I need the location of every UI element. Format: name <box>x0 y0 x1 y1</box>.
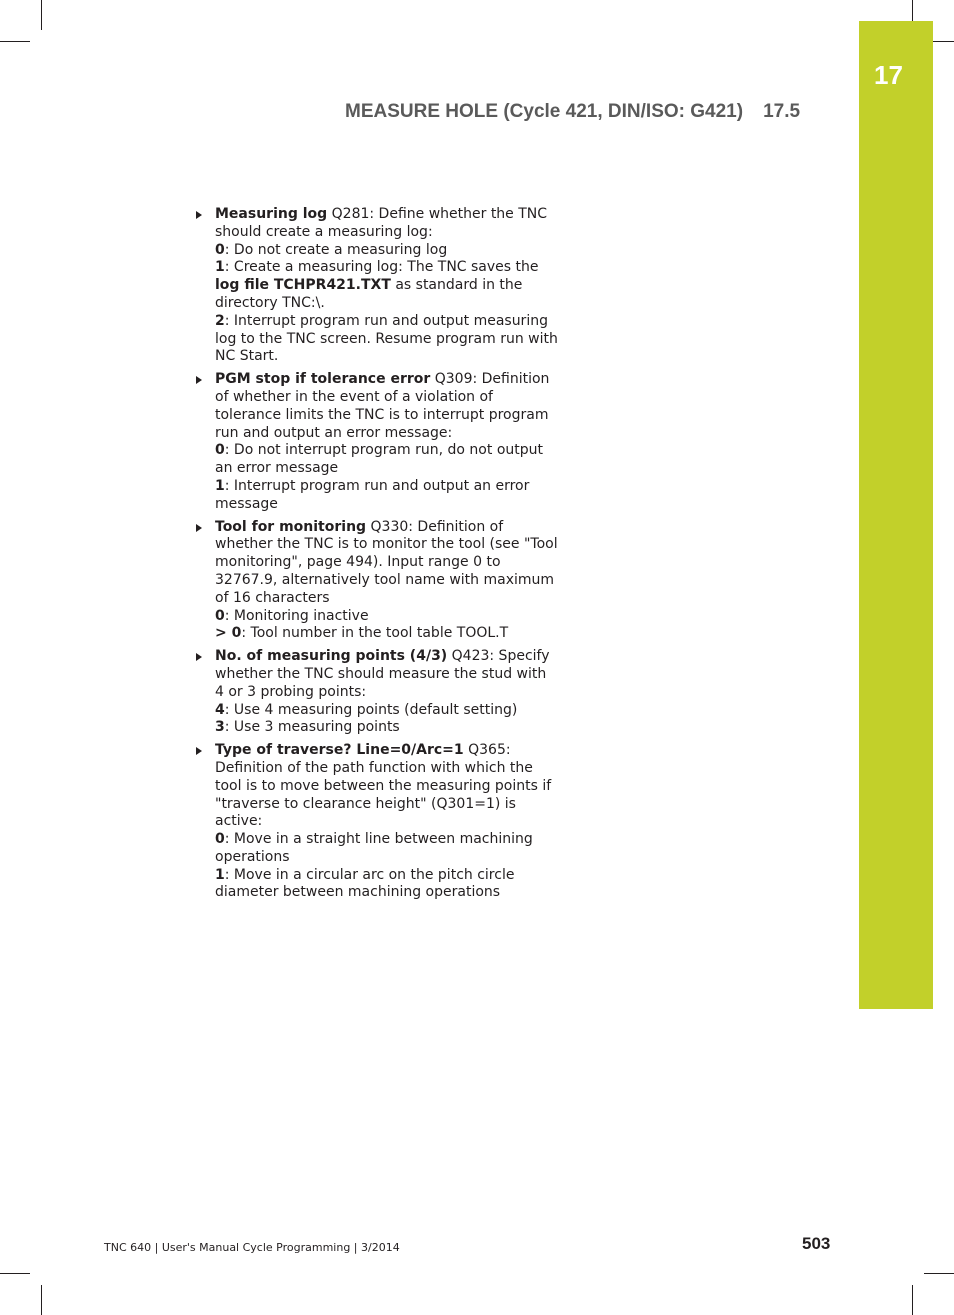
crop-mark <box>41 1285 42 1315</box>
param-desc: Q309: Definition of whether in the event of a violation of tolerance limits the TNC is to interrupt program run and output an error message: <box>215 371 550 441</box>
param-desc: Q330: Definition of whether the TNC is to monitor the tool (see "Tool monitoring", page 494). Input range 0 to 32767.9, alternatively tool name with maximum of 16 characters <box>215 518 558 606</box>
option-line: 0: Monitoring inactive <box>215 607 369 624</box>
param-name: PGM stop if tolerance error <box>215 371 431 388</box>
param-name: Type of traverse? Line=0/Arc=1 <box>215 742 464 759</box>
list-item <box>193 742 558 902</box>
bullet-icon <box>196 211 202 219</box>
option-line: 3: Use 3 measuring points <box>215 719 400 736</box>
bullet-icon <box>196 376 202 384</box>
param-name: No. of measuring points (4/3) <box>215 648 448 665</box>
param-name: Measuring log <box>215 206 328 222</box>
option-line: > 0: Tool number in the tool table TOOL.T <box>215 625 509 642</box>
crop-mark <box>41 0 42 30</box>
bullet-icon <box>196 524 202 532</box>
chapter-number: 17 <box>874 60 903 90</box>
list-item <box>193 648 558 737</box>
crop-mark <box>0 1273 30 1274</box>
param-desc: Q281: Define whether the TNC should create a measuring log: <box>215 206 548 240</box>
bullet-icon <box>196 653 202 661</box>
list-item <box>193 371 558 513</box>
option-line: 1: Move in a circular arc on the pitch circle diameter between machining operations <box>215 866 515 901</box>
option-line: 2: Interrupt program run and output measuring log to the TNC screen. Resume program run with NC Start. <box>215 312 558 365</box>
crop-mark <box>912 1285 913 1315</box>
option-line: 1: Interrupt program run and output an error message <box>215 477 530 512</box>
option-line: 0: Move in a straight line between machining operations <box>215 831 533 865</box>
page-number: 503 <box>802 1234 831 1253</box>
option-line: 1: Create a measuring log: The TNC saves the log file TCHPR421.TXT as standard in the directory TNC:\. <box>215 259 539 311</box>
list-item <box>193 519 558 644</box>
header-title: MEASURE HOLE (Cycle 421, DIN/ISO: G421) <box>345 101 744 122</box>
param-desc: Q423: Specify whether the TNC should measure the stud with 4 or 3 probing points: <box>215 648 550 700</box>
option-line: 0: Do not create a measuring log <box>215 241 448 258</box>
chapter-tab <box>859 21 933 1009</box>
bullet-icon <box>196 747 202 755</box>
option-line: 4: Use 4 measuring points (default setting) <box>215 701 518 718</box>
param-name: Tool for monitoring <box>215 518 367 535</box>
option-line: 0: Do not interrupt program run, do not output an error message <box>215 442 543 477</box>
crop-mark <box>924 1273 954 1274</box>
footer-text: TNC 640 | User's Manual Cycle Programming | 3/2014 <box>104 1241 400 1254</box>
crop-mark <box>0 41 30 42</box>
param-desc: Q365: Definition of the path function with which the tool is to move between the measuring points if "traverse to clearance height" (Q301=1) is active: <box>215 742 552 830</box>
page-header <box>345 101 800 123</box>
header-section: 17.5 <box>763 101 801 122</box>
parameter-list <box>193 206 558 907</box>
list-item <box>193 206 558 366</box>
